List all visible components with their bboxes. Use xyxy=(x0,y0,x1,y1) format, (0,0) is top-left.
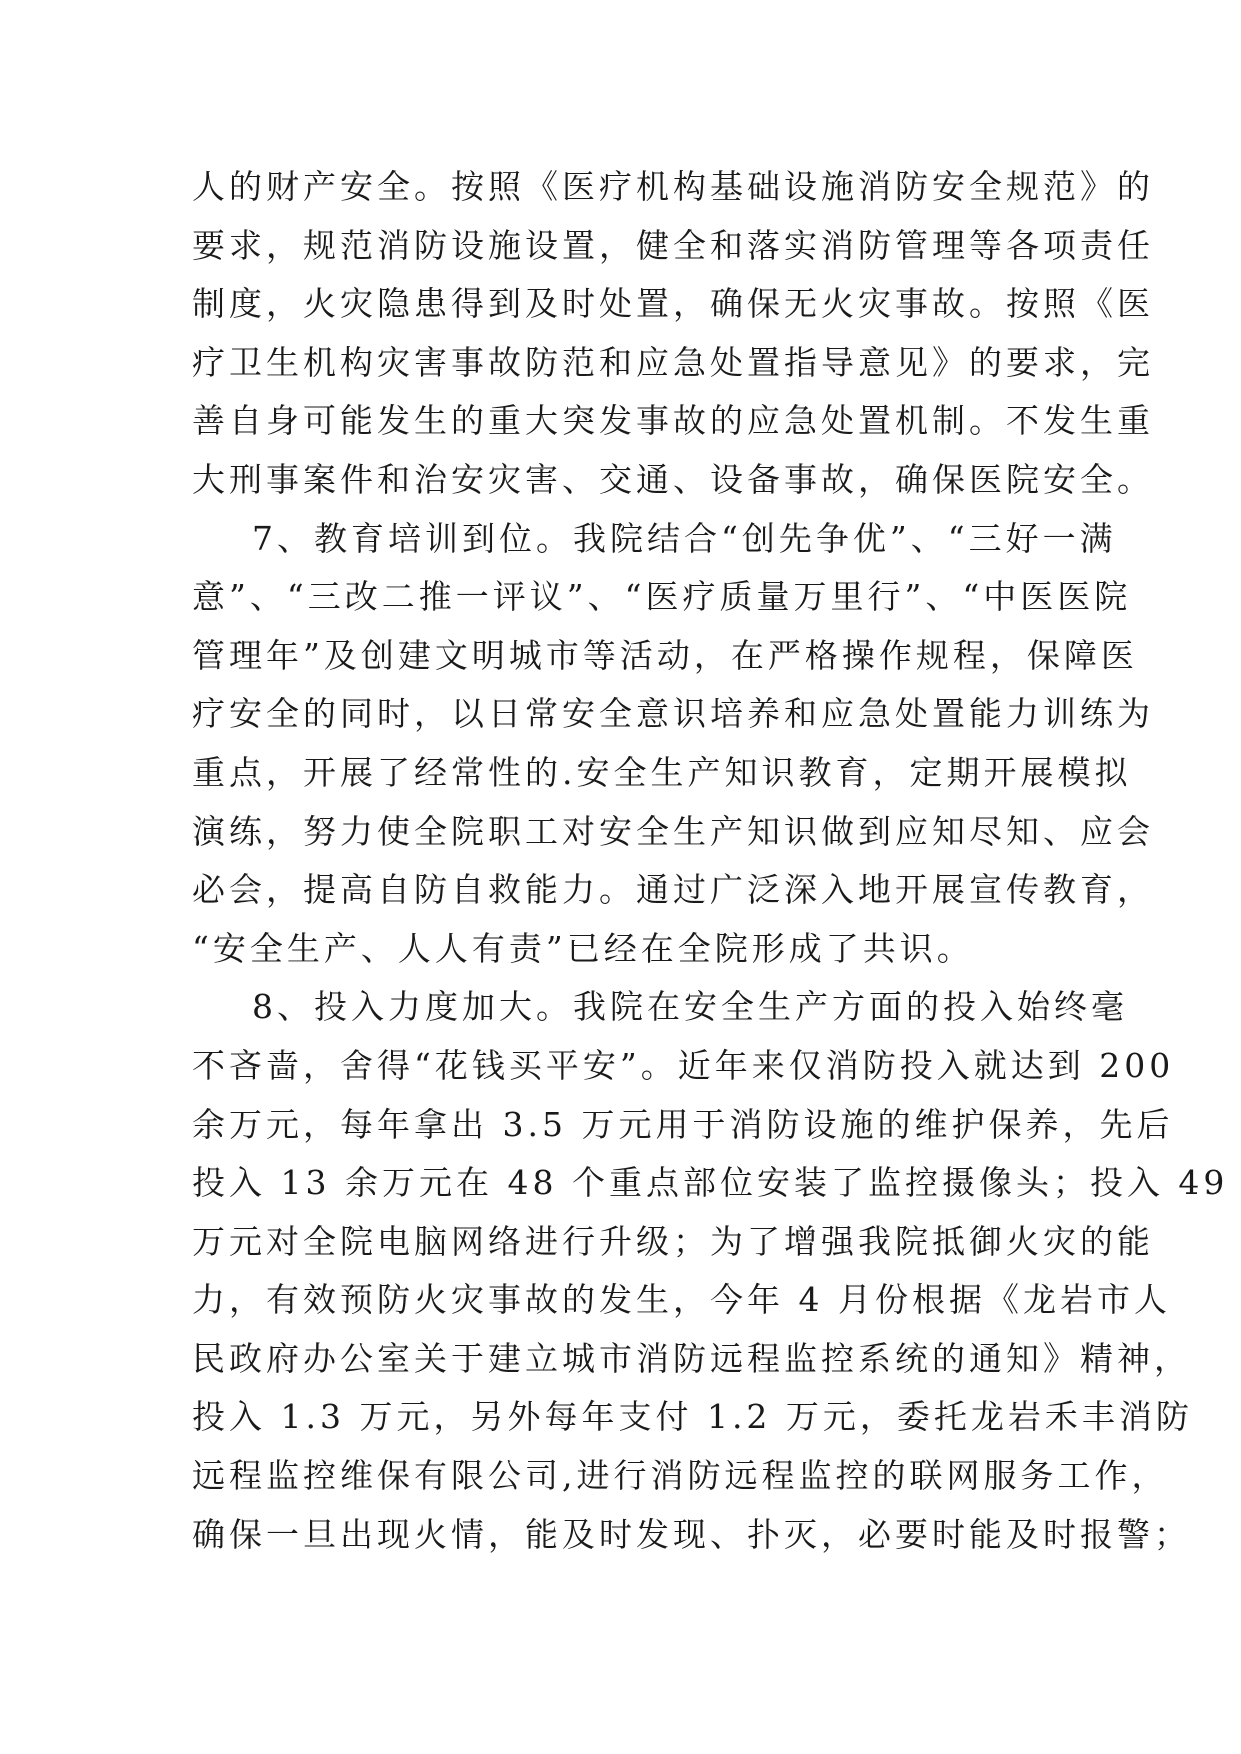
text-line: 制度，火灾隐患得到及时处置，确保无火灾事故。按照《医 xyxy=(192,284,1154,324)
text-line: 远程监控维保有限公司,进行消防远程监控的联网服务工作， xyxy=(192,1456,1169,1496)
text-line: 力，有效预防火灾事故的发生，今年 4 月份根据《龙岩市人 xyxy=(192,1280,1171,1320)
text-line: 演练，努力使全院职工对安全生产知识做到应知尽知、应会 xyxy=(192,811,1154,851)
paragraph-7 xyxy=(192,510,1154,979)
text-line: 余万元，每年拿出 3.5 万元用于消防设施的维护保养，先后 xyxy=(192,1104,1174,1144)
text-line: 8、投入力度加大。我院在安全生产方面的投入始终毫 xyxy=(252,987,1128,1027)
text-line: 不吝啬，舍得“花钱买平安”。近年来仅消防投入就达到 200 xyxy=(192,1045,1175,1085)
text-line: 万元对全院电脑网络进行升级；为了增强我院抵御火灾的能 xyxy=(192,1221,1154,1261)
text-line: 管理年”及创建文明城市等活动，在严格操作规程，保障医 xyxy=(192,635,1138,675)
text-line: 要求，规范消防设施设置，健全和落实消防管理等各项责任 xyxy=(192,225,1154,265)
paragraph-continued xyxy=(192,158,1154,510)
text-line: 7、教育培训到位。我院结合“创先争优”、“三好一满 xyxy=(252,518,1117,558)
document-body xyxy=(192,158,1229,1564)
text-line: 确保一旦出现火情，能及时发现、扑灭，必要时能及时报警； xyxy=(192,1514,1191,1554)
text-line: 疗安全的同时，以日常安全意识培养和应急处置能力训练为 xyxy=(192,694,1154,734)
text-line: 重点，开展了经常性的.安全生产知识教育，定期开展模拟 xyxy=(192,752,1132,792)
text-line: 大刑事案件和治安灾害、交通、设备事故，确保医院安全。 xyxy=(192,459,1154,499)
text-line: 意”、“三改二推一评议”、“医疗质量万里行”、“中医医院 xyxy=(192,577,1132,617)
text-line: 民政府办公室关于建立城市消防远程监控系统的通知》精神， xyxy=(192,1338,1191,1378)
text-line: 投入 1.3 万元，另外每年支付 1.2 万元，委托龙岩禾丰消防 xyxy=(192,1397,1193,1437)
text-line: “安全生产、人人有责”已经在全院形成了共识。 xyxy=(192,928,974,968)
text-line: 投入 13 余万元在 48 个重点部位安装了监控摄像头；投入 49 xyxy=(192,1163,1229,1203)
paragraph-8 xyxy=(192,978,1229,1564)
text-line: 人的财产安全。按照《医疗机构基础设施消防安全规范》的 xyxy=(192,167,1154,206)
text-line: 疗卫生机构灾害事故防范和应急处置指导意见》的要求，完 xyxy=(192,342,1154,382)
text-line: 必会，提高自防自救能力。通过广泛深入地开展宣传教育， xyxy=(192,870,1154,910)
text-line: 善自身可能发生的重大突发事故的应急处置机制。不发生重 xyxy=(192,401,1154,441)
